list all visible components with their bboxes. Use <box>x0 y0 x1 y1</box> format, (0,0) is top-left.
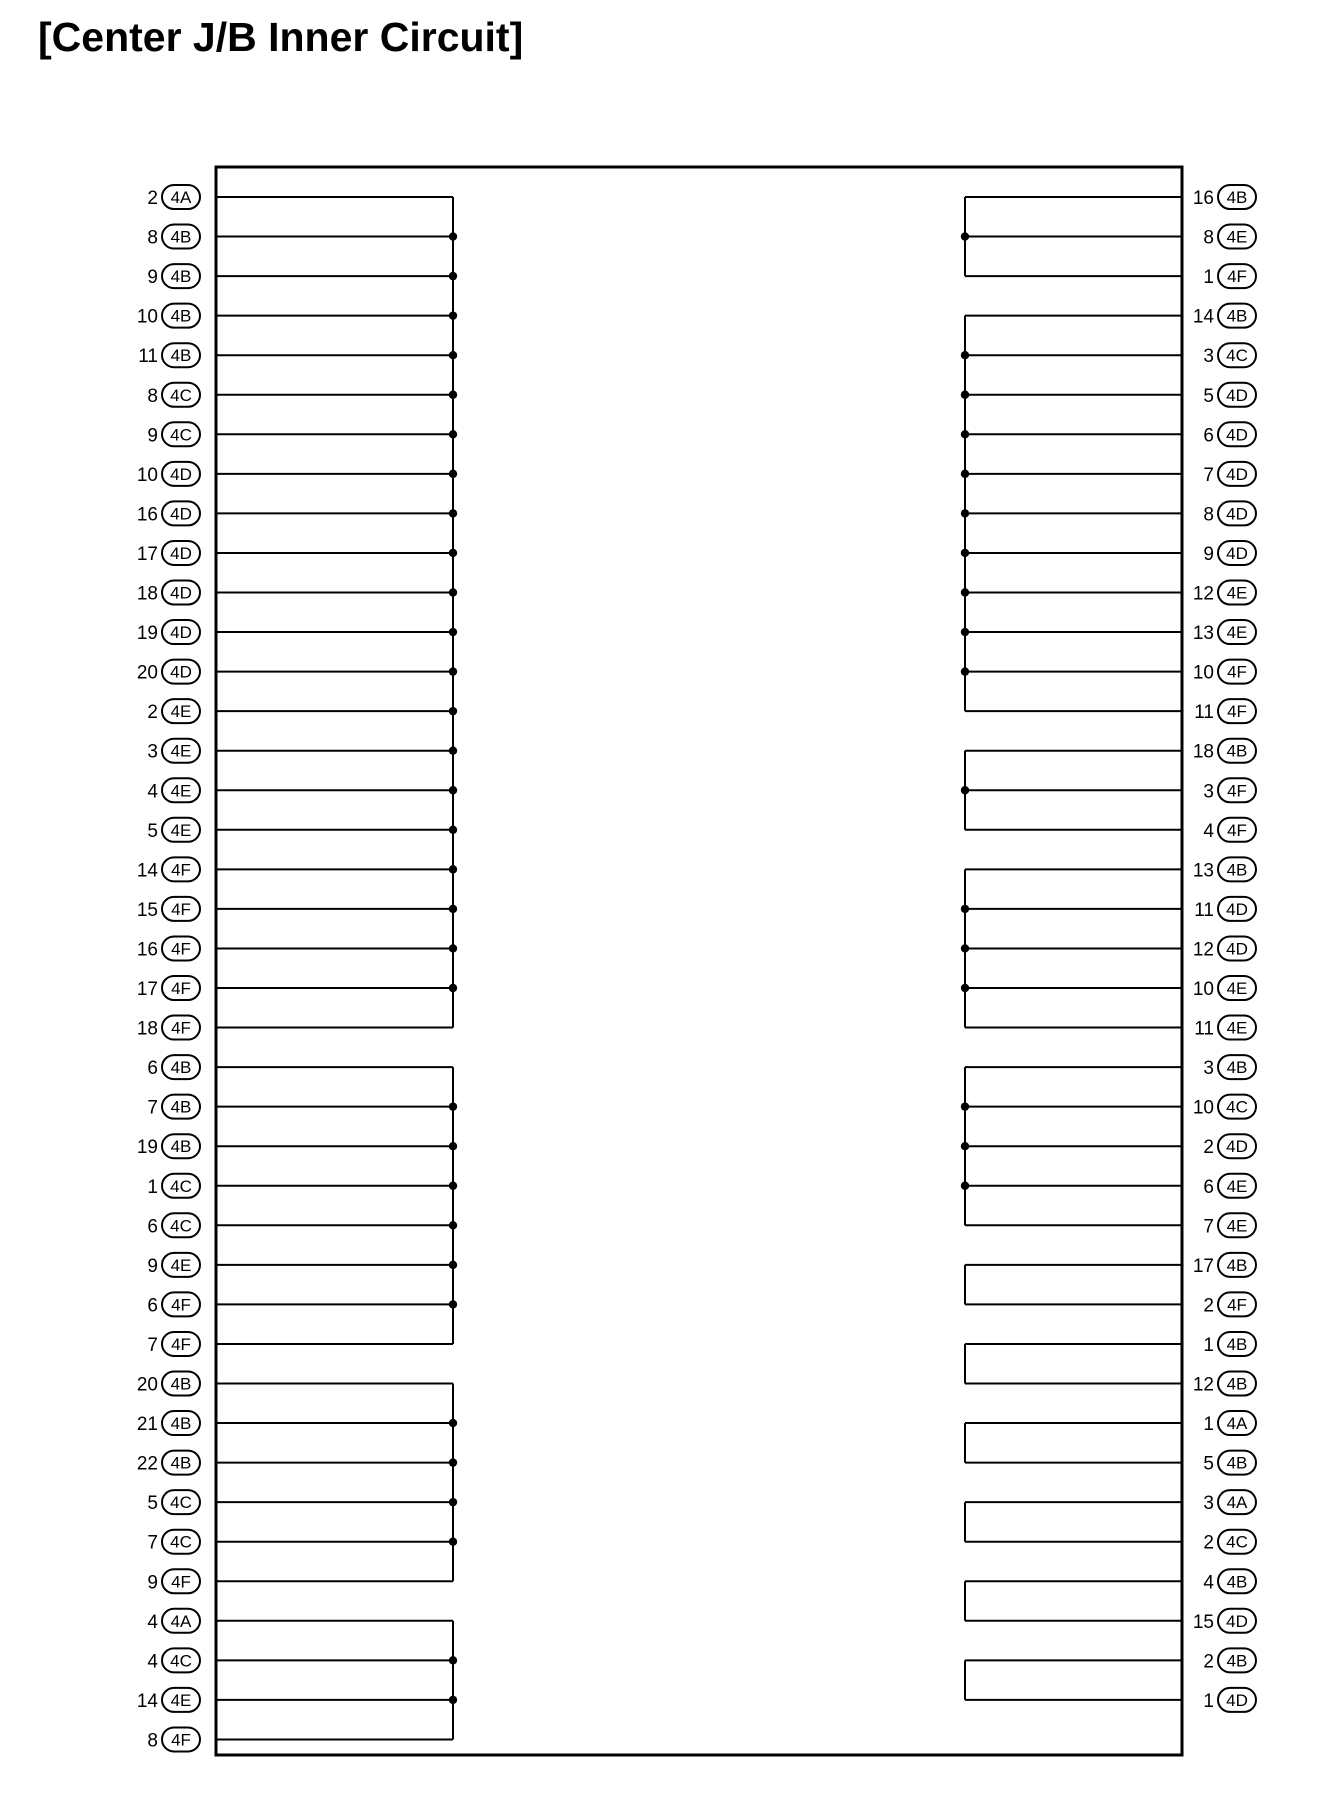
connector-label: 4A <box>170 1611 192 1631</box>
pin-number: 18 <box>136 1018 158 1040</box>
connector-label: 4D <box>1226 939 1248 959</box>
pin-number: 11 <box>1194 702 1214 724</box>
connector-label: 4F <box>1227 781 1247 801</box>
connector-label: 4E <box>170 781 192 801</box>
connector-label: 4F <box>1227 1295 1247 1315</box>
pin-number: 12 <box>1192 583 1214 605</box>
pin-number: 20 <box>136 662 158 684</box>
connector-label: 4F <box>171 899 191 919</box>
pin-number: 11 <box>1194 1018 1214 1040</box>
pin-number: 5 <box>147 820 158 842</box>
pin-number: 6 <box>147 1216 158 1238</box>
pin-number: 16 <box>136 939 158 961</box>
connector-label: 4C <box>1226 1532 1248 1552</box>
pin-number: 9 <box>147 425 158 447</box>
pin-number: 17 <box>1192 1255 1214 1277</box>
connector-label: 4F <box>1227 702 1247 722</box>
connector-label: 4B <box>170 1414 192 1434</box>
pin-number: 16 <box>136 504 158 526</box>
pin-number: 3 <box>1203 1493 1214 1515</box>
connector-label: 4B <box>170 267 192 287</box>
connector-label: 4C <box>1226 346 1248 366</box>
pin-number: 6 <box>1203 1176 1214 1198</box>
pin-number: 14 <box>136 1690 158 1712</box>
connector-label: 4F <box>171 979 191 998</box>
connector-label: 4E <box>1226 1018 1248 1038</box>
connector-label: 4D <box>170 543 192 563</box>
pin-number: 3 <box>1203 1058 1214 1080</box>
connector-label: 4E <box>170 1690 192 1710</box>
pin-number: 10 <box>1192 1097 1214 1119</box>
connector-label: 4D <box>170 623 192 643</box>
pin-number: 12 <box>1192 939 1214 961</box>
connector-label: 4E <box>1226 623 1248 643</box>
connector-label: 4D <box>1226 464 1248 484</box>
pin-number: 4 <box>1203 1572 1214 1594</box>
connector-label: 4D <box>1226 385 1248 405</box>
connector-label: 4A <box>170 188 192 207</box>
pin-number: 17 <box>136 979 158 1000</box>
pin-number: 5 <box>147 1493 158 1515</box>
connector-label: 4B <box>1226 1453 1248 1473</box>
pin-number: 1 <box>1203 1690 1214 1712</box>
connector-label: 4B <box>170 1058 192 1078</box>
connector-label: 4B <box>170 1137 192 1157</box>
pin-number: 15 <box>136 899 158 921</box>
connector-label: 4F <box>171 1334 191 1354</box>
pin-number: 1 <box>147 1176 158 1198</box>
connector-label: 4C <box>170 1651 192 1671</box>
connector-label: 4B <box>170 306 192 326</box>
pin-number: 10 <box>1192 662 1214 684</box>
connector-label: 4E <box>1226 227 1248 247</box>
pin-number: 2 <box>1203 1137 1214 1159</box>
pin-number: 7 <box>147 1334 158 1356</box>
pin-number: 1 <box>1203 267 1214 289</box>
connector-label: 4D <box>1226 899 1248 919</box>
pin-number: 8 <box>147 1730 158 1752</box>
pin-number: 2 <box>1203 1651 1214 1673</box>
connector-label: 4C <box>170 1493 192 1513</box>
pin-number: 5 <box>1203 385 1214 407</box>
connector-label: 4A <box>1226 1414 1248 1434</box>
pin-number: 2 <box>1203 1532 1214 1554</box>
connector-label: 4F <box>171 1018 191 1038</box>
pin-number: 8 <box>147 385 158 407</box>
pin-number: 9 <box>147 1572 158 1594</box>
connector-label: 4B <box>170 1374 192 1394</box>
connector-label: 4D <box>170 504 192 524</box>
pin-number: 4 <box>147 781 158 803</box>
connector-label: 4E <box>1226 1216 1248 1236</box>
pin-number: 18 <box>1192 741 1214 763</box>
pin-number: 10 <box>136 306 158 328</box>
connector-label: 4F <box>1227 662 1247 682</box>
pin-number: 15 <box>1192 1611 1214 1633</box>
connector-label: 4F <box>171 939 191 959</box>
connector-label: 4F <box>1227 820 1247 840</box>
pin-number: 11 <box>1194 899 1214 921</box>
connector-label: 4E <box>170 1255 192 1275</box>
connector-label: 4E <box>1226 979 1248 998</box>
connector-label: 4D <box>170 662 192 682</box>
junction-block-outline <box>216 167 1182 1755</box>
pin-number: 12 <box>1192 1374 1214 1396</box>
connector-label: 4E <box>1226 1176 1248 1196</box>
connector-label: 4B <box>170 1453 192 1473</box>
connector-label: 4D <box>1226 543 1248 563</box>
connector-label: 4B <box>170 346 192 366</box>
pin-number: 8 <box>147 227 158 249</box>
connector-label: 4B <box>1226 860 1248 880</box>
connector-label: 4F <box>1227 267 1247 287</box>
pin-number: 14 <box>1192 306 1214 328</box>
pin-number: 19 <box>136 1137 158 1159</box>
pin-number: 4 <box>1203 820 1214 842</box>
pin-number: 14 <box>136 860 158 882</box>
connector-label: 4D <box>1226 1137 1248 1157</box>
pin-number: 6 <box>147 1295 158 1317</box>
pin-number: 9 <box>147 1255 158 1277</box>
pin-number: 16 <box>1192 188 1214 209</box>
pin-number: 6 <box>1203 425 1214 447</box>
pin-number: 22 <box>136 1453 158 1475</box>
connector-label: 4B <box>170 227 192 247</box>
connector-label: 4E <box>170 820 192 840</box>
pin-number: 8 <box>1203 504 1214 526</box>
pin-number: 20 <box>136 1374 158 1396</box>
pin-number: 13 <box>1192 860 1214 882</box>
pin-number: 21 <box>136 1414 158 1436</box>
pin-number: 5 <box>1203 1453 1214 1475</box>
connector-label: 4D <box>170 583 192 603</box>
connector-label: 4B <box>1226 1058 1248 1078</box>
pin-number: 9 <box>1203 543 1214 565</box>
connector-label: 4C <box>170 1216 192 1236</box>
pin-number: 7 <box>147 1097 158 1119</box>
connector-label: 4B <box>1226 1572 1248 1592</box>
pin-number: 2 <box>1203 1295 1214 1317</box>
connector-label: 4C <box>170 1532 192 1552</box>
pin-number: 6 <box>147 1058 158 1080</box>
connector-label: 4D <box>1226 504 1248 524</box>
connector-label: 4A <box>1226 1493 1248 1513</box>
connector-label: 4E <box>1226 583 1248 603</box>
pin-number: 7 <box>1203 464 1214 486</box>
pin-number: 18 <box>136 583 158 605</box>
connector-label: 4C <box>1226 1097 1248 1117</box>
connector-label: 4B <box>1226 741 1248 761</box>
pin-number: 10 <box>136 464 158 486</box>
connector-label: 4B <box>1226 1374 1248 1394</box>
connector-label: 4B <box>1226 1255 1248 1275</box>
pin-number: 1 <box>1203 1334 1214 1356</box>
connector-label: 4D <box>170 464 192 484</box>
connector-label: 4F <box>171 1295 191 1315</box>
pin-number: 11 <box>138 346 158 368</box>
connector-label: 4B <box>1226 1334 1248 1354</box>
connector-label: 4F <box>171 1572 191 1592</box>
connector-label: 4E <box>170 702 192 722</box>
pin-number: 1 <box>1203 1414 1214 1436</box>
pin-number: 3 <box>147 741 158 763</box>
connector-label: 4F <box>171 860 191 880</box>
connector-label: 4D <box>1226 1611 1248 1631</box>
pin-number: 4 <box>147 1651 158 1673</box>
pin-number: 8 <box>1203 227 1214 249</box>
connector-label: 4B <box>1226 306 1248 326</box>
connector-label: 4C <box>170 425 192 445</box>
pin-number: 7 <box>1203 1216 1214 1238</box>
pin-number: 13 <box>1192 623 1214 645</box>
connector-label: 4B <box>170 1097 192 1117</box>
pin-number: 2 <box>147 702 158 724</box>
connector-label: 4D <box>1226 425 1248 445</box>
pin-number: 10 <box>1192 979 1214 1000</box>
pin-number: 9 <box>147 267 158 289</box>
pin-number: 2 <box>147 188 158 209</box>
connector-label: 4B <box>1226 1651 1248 1671</box>
connector-label: 4C <box>170 1176 192 1196</box>
page-title: [Center J/B Inner Circuit] <box>38 14 524 60</box>
pin-number: 17 <box>136 543 158 565</box>
connector-label: 4F <box>171 1730 191 1750</box>
pin-number: 3 <box>1203 346 1214 368</box>
connector-label: 4C <box>170 385 192 405</box>
pin-number: 3 <box>1203 781 1214 803</box>
connector-label: 4D <box>1226 1690 1248 1710</box>
pin-number: 7 <box>147 1532 158 1554</box>
connector-label: 4E <box>170 741 192 761</box>
pin-number: 19 <box>136 623 158 645</box>
pin-number: 4 <box>147 1611 158 1633</box>
connector-label: 4B <box>1226 188 1248 207</box>
